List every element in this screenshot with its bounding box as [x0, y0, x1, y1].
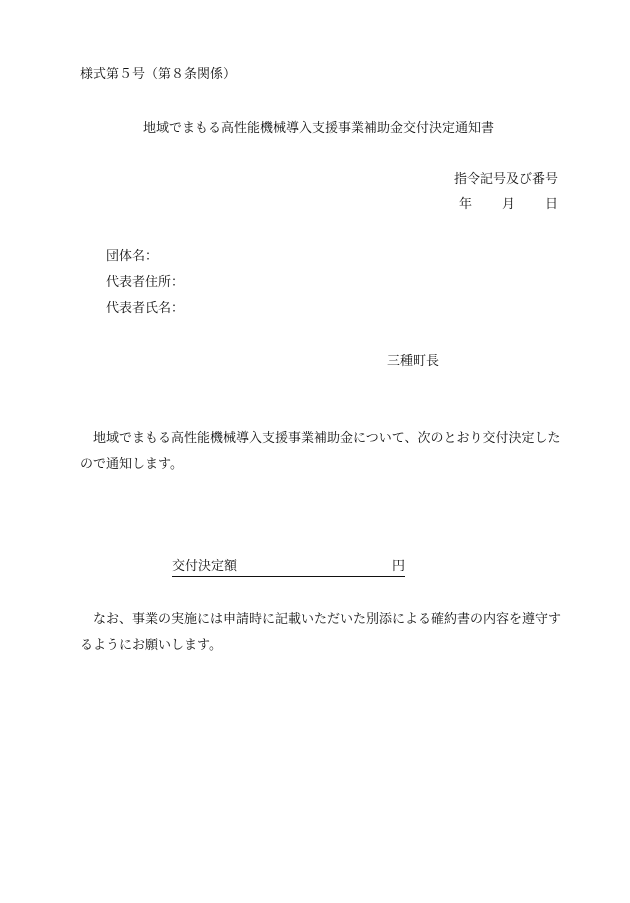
date-month: 月 — [501, 197, 515, 212]
recipient-address-label: 代表者住所： — [106, 275, 185, 290]
compliance-paragraph: なお、事業の実施には申請時に記載いただいた別添による確約書の内容を遵守するようにお願いします。 — [80, 612, 562, 653]
form-number: 様式第５号（第８条関係） — [80, 67, 237, 82]
date-year: 年 — [458, 197, 472, 212]
grant-amount-line — [172, 559, 405, 577]
grant-amount-label: 交付決定額 — [172, 559, 238, 574]
recipient-name-label: 代表者氏名： — [106, 301, 185, 316]
date-line — [459, 197, 558, 213]
reference-number-label: 指令記号及び番号 — [453, 172, 558, 187]
issuer-name: 三種町長 — [387, 354, 440, 369]
document-title: 地域でまもる高性能機械導入支援事業補助金交付決定通知書 — [143, 121, 495, 136]
notice-paragraph: 地域でまもる高性能機械導入支援事業補助金について、次のとおり交付決定したので通知します。 — [80, 431, 561, 472]
date-day: 日 — [544, 197, 558, 212]
recipient-org-label: 団体名： — [106, 249, 159, 264]
grant-amount-unit: 円 — [391, 559, 405, 574]
